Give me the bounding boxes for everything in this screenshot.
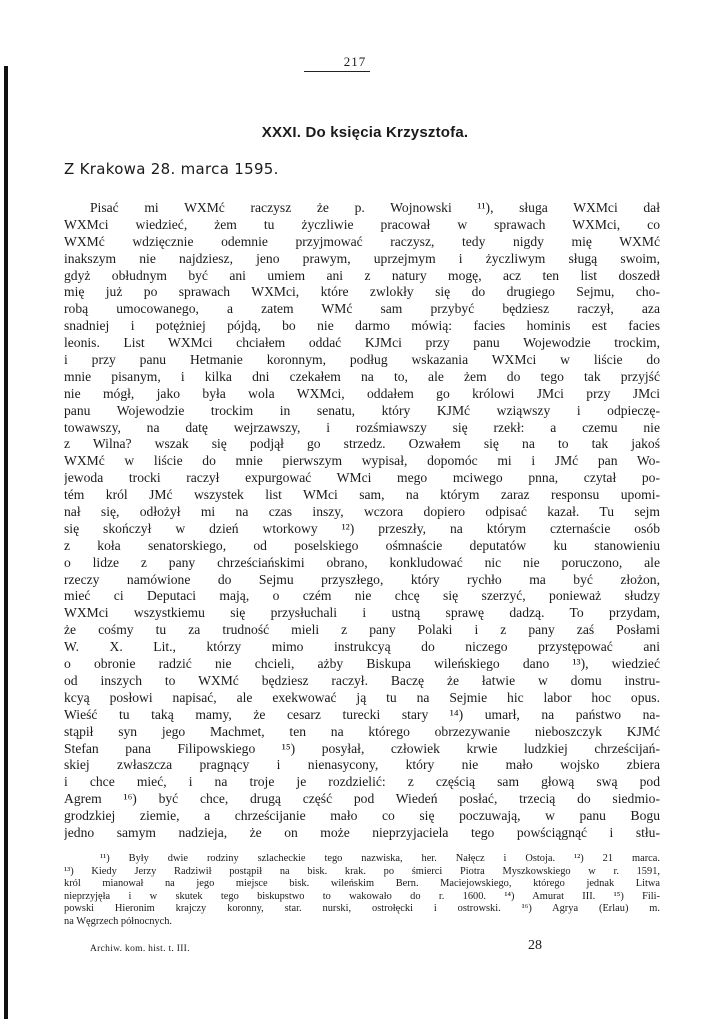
footnote-line: nieprzyjęła i w skutek tego biskupstwo to wakowało do r. 1600. ¹⁴) Amurat III. ¹⁵) Fili- <box>64 890 660 902</box>
body-line: Wieść tu taką mamy, że cesarz turecki stary ¹⁴) umarł, na państwo na- <box>64 706 660 722</box>
body-line: skiej zwłaszcza pragnący i nienasycony, który nie mało wojsko zbiera <box>64 757 660 773</box>
page-number-rule <box>304 71 370 72</box>
body-line: kcyą posłowi napisać, ale exekwować ją tu na Sejmie hic labor hoc opus. <box>64 689 660 705</box>
body-line: gdyż obłudnym być ani umiem ani z natury mogę, acz ten list doszedł <box>64 267 660 283</box>
sheet-number: 28 <box>528 938 542 953</box>
body-line: i chce mieć, i na troje je rozdzielić: z częścią sam głową swą pod <box>64 774 660 790</box>
body-line: o lidze z pany chrześciańskimi obrano, konkludować nic nie poruczono, ale <box>64 554 660 570</box>
body-line: mię już po sprawach WXMci, które zwlokły się do drugiego Sejmu, cho- <box>64 284 660 300</box>
footnotes <box>64 853 660 929</box>
body-line: rzeczy namówione do Sejmu przyszłego, który rychło ma być złożon, <box>64 571 660 587</box>
body-line: WXMci wszystkiemu się przysłuchali i ustną sprawę dadzą. To przydam, <box>64 605 660 621</box>
body-line: nie mógł, jako była wola WXMci, oddałem go królowi JMci przy JMci <box>64 385 660 401</box>
page-edge-bar <box>4 66 8 1019</box>
body-line: WXMć w liście do mnie pierwszym wypisał, dopomóc mi i JMć pan Wo- <box>64 453 660 469</box>
body-line: że cośmy tu za trudność mieli z pany Polaki i z pany zaś Posłami <box>64 622 660 638</box>
letter-dateline: Z Krakowa 28. marca 1595. <box>64 160 279 178</box>
body-line: z koła senatorskiego, od poselskiego ośmnaście deputatów ku stanowieniu <box>64 537 660 553</box>
body-line: snadniej i potężniej pójdą, bo nie darmo mówią: facies hominis est facies <box>64 318 660 334</box>
body-line: Stefan pana Filipowskiego ¹⁵) posyłał, człowiek krwie ludzkiej chrześcijań- <box>64 740 660 756</box>
page-number: 217 <box>343 54 367 69</box>
body-line: jewoda trocki raczył expurgować WMci mego mciwego pnna, czytał po- <box>64 470 660 486</box>
body-line: W. X. Lit., którzy mimo instrukcyą do niczego przystępować ani <box>64 639 660 655</box>
letter-body <box>64 200 660 842</box>
body-line: inakszym nie najdziesz, jeno prawym, uprzejmym i życzliwym sługą swoim, <box>64 250 660 266</box>
body-line: mieć ci Deputaci mają, o czém nie chcę się szerzyć, ponieważ słudzy <box>64 588 660 604</box>
body-line: panu Wojewodzie trockim in senatu, który KJMć wziąwszy i odpieczę- <box>64 402 660 418</box>
body-line: stąpił syn jego Machmet, ten na którego obrzezywanie nieboszczyk KJMć <box>64 723 660 739</box>
body-line: się skończył w dzień wtorkowy ¹²) przeszły, na którym czternaście osób <box>64 520 660 536</box>
body-line: nał się, odłożył mi na czas inszy, wczora dopiero odpisać kazał. Tu sejm <box>64 504 660 520</box>
footnote-line: powski Hieronim krajczy koronny, star. nurski, ostrołęcki i ostrowski. ¹⁶) Agrya (Erlau) m. <box>64 903 660 915</box>
body-line: od inszych to WXMć będziesz raczył. Baczę że łatwie w domu instru- <box>64 672 660 688</box>
footnote-line: ¹¹) Były dwie rodziny szlacheckie tego nazwiska, her. Nałęcz i Ostoja. ¹²) 21 marca. <box>100 853 660 864</box>
footnote-line: król mianował na jego miejsce bisk. wileńskim Bern. Maciejowskiego, którego jednak Litwa <box>64 878 660 890</box>
printer-signature: Archiw. kom. hist. t. III. <box>90 944 190 954</box>
body-line: WXMć wdzięcznie odemnie przyjmować raczysz, tedy nigdy mię WXMć <box>64 233 660 249</box>
body-line: WXMci wiedzieć, żem tu życzliwie pracował w sprawach WXMci, co <box>64 216 660 232</box>
letter-heading: XXXI. Do księcia Krzysztofa. <box>261 124 469 141</box>
body-line: towawszy, na datę wejrzawszy, i rozśmiawszy się rzekł: a czemu nie <box>64 419 660 435</box>
body-line: leonis. List WXMci chciałem oddać KJMci przy panu Wojewodzie trockim, <box>64 335 660 351</box>
body-line: mnie pisanym, i kilka dni czekałem na to, ale żem do tego tak przyjść <box>64 368 660 384</box>
footnote-line: na Węgrzech północnych. <box>64 915 172 927</box>
body-line: z Wilna? wszak się podjął go strzedz. Ozwałem się na to tak jakoś <box>64 436 660 452</box>
body-line: jedno samym nadzieja, że on może nieprzyjaciela tego powściągnąć i stłu- <box>64 824 660 840</box>
body-line: Pisać mi WXMć raczysz że p. Wojnowski ¹¹), sługa WXMci dał <box>90 200 660 215</box>
body-line: o obronie radzić nie chcieli, ażby Biskupa wileńskiego dano ¹³), wiedzieć <box>64 656 660 672</box>
body-line: i przy panu Hetmanie koronnym, podług wskazania WXMci w liście do <box>64 352 660 368</box>
body-line: tém król JMć wszystek list WMci sam, na którym zaraz responsu upomi- <box>64 487 660 503</box>
body-line: robą umocowanego, a zatem WMć sam przybyć będziesz raczył, aza <box>64 301 660 317</box>
body-line: grodzkiej ziemie, a chrześcijanie mało co się poczuwają, w panu Bogu <box>64 808 660 824</box>
body-line: Agrem ¹⁶) być chce, drugą część pod Wiedeń posłać, trzecią do siedmio- <box>64 791 660 807</box>
footnote-line: ¹³) Kiedy Jerzy Radziwił postąpił na bisk. krak. po śmierci Piotra Myszkowskiego w r. 1591, <box>64 865 660 877</box>
